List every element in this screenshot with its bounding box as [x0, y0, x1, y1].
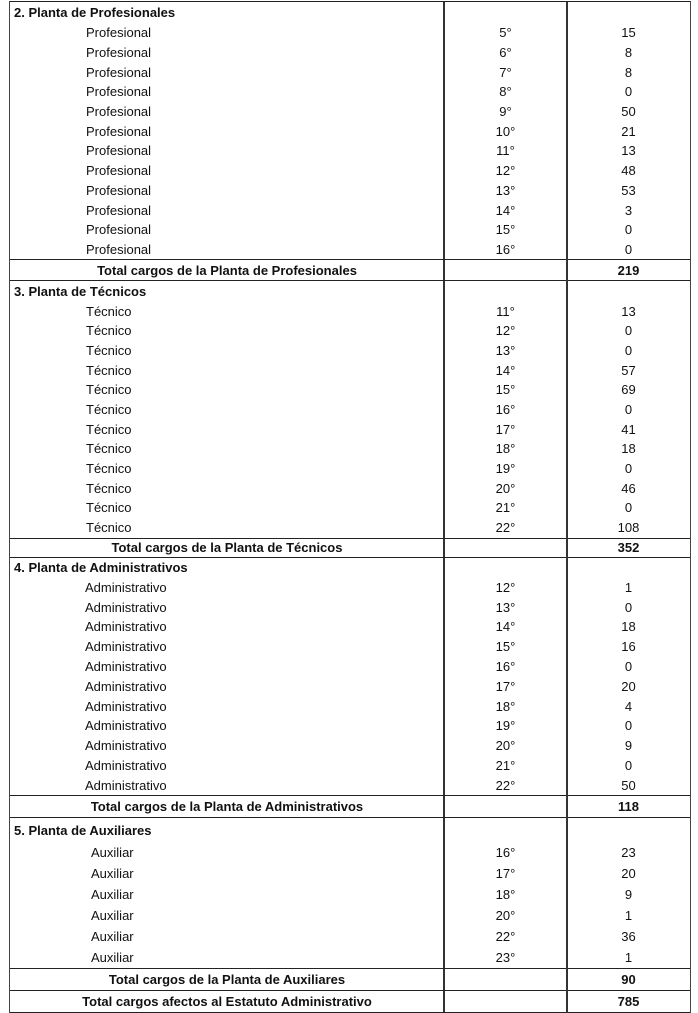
role-label: Auxiliar: [91, 887, 134, 903]
grade-cell: 7°: [499, 64, 512, 80]
role-label: Administrativo: [85, 718, 167, 734]
count-cell: 9: [624, 738, 633, 754]
grade-cell: 17°: [495, 421, 516, 437]
table-row: [10, 23, 690, 43]
grade-cell: 16°: [495, 845, 516, 861]
role-label: Profesional: [86, 222, 152, 238]
count-cell: 53: [621, 182, 636, 198]
count-cell: 13: [621, 303, 636, 319]
count-cell: 20: [621, 678, 636, 694]
role-label: Técnico: [86, 323, 132, 339]
count-cell: 0: [624, 758, 633, 774]
grade-cell: 10°: [495, 123, 516, 139]
count-cell: 8: [624, 64, 633, 80]
table-row: [10, 756, 690, 776]
count-cell: 48: [621, 163, 636, 179]
role-label: Administrativo: [85, 659, 167, 675]
table-row: [10, 947, 690, 968]
role-label: Técnico: [86, 362, 132, 378]
section-title: 5. Planta de Auxiliares: [14, 822, 152, 838]
grade-cell: 17°: [495, 866, 516, 882]
section-total-label: Total cargos de la Planta de Administrativos: [90, 799, 364, 815]
grade-cell: 16°: [495, 659, 516, 675]
count-cell: 9: [624, 887, 633, 903]
table-row: [10, 578, 690, 598]
table-row: [10, 842, 690, 863]
role-label: Técnico: [86, 421, 132, 437]
table-row: [10, 459, 690, 479]
count-cell: 4: [624, 698, 633, 714]
count-cell: 0: [624, 241, 633, 257]
table-row: [10, 141, 690, 161]
role-label: Profesional: [86, 163, 152, 179]
grade-cell: 20°: [495, 480, 516, 496]
table-row: [10, 62, 690, 82]
table-row: [10, 696, 690, 716]
table-row: [10, 676, 690, 696]
table-row: [10, 926, 690, 947]
grade-cell: 14°: [495, 202, 516, 218]
grade-cell: 19°: [495, 461, 516, 477]
role-label: Profesional: [86, 104, 152, 120]
section-total-value: 90: [621, 972, 636, 988]
count-cell: 0: [624, 599, 633, 615]
table-row: [10, 419, 690, 439]
grade-cell: 20°: [495, 908, 516, 924]
role-label: Técnico: [86, 303, 132, 319]
role-label: Profesional: [86, 84, 152, 100]
section-total-label: Total cargos de la Planta de Técnicos: [111, 540, 343, 555]
role-label: Técnico: [86, 461, 132, 477]
role-label: Administrativo: [85, 639, 167, 655]
role-label: Profesional: [86, 64, 152, 80]
grade-cell: 18°: [495, 698, 516, 714]
grade-cell: 21°: [495, 758, 516, 774]
section-title: 4. Planta de Administrativos: [14, 560, 188, 575]
count-cell: 15: [621, 25, 636, 41]
table-row: [10, 181, 690, 201]
count-cell: 108: [617, 520, 640, 536]
section-total-label: Total cargos de la Planta de Profesionales: [97, 262, 357, 278]
grade-cell: 16°: [495, 402, 516, 418]
table-row: [10, 518, 690, 538]
role-label: Administrativo: [85, 619, 167, 635]
section-header: [10, 818, 690, 842]
grade-cell: 19°: [495, 718, 516, 734]
count-cell: 36: [621, 929, 636, 945]
role-label: Administrativo: [85, 758, 167, 774]
section-total-row: [10, 538, 690, 558]
table-row: [10, 775, 690, 795]
table-row: [10, 121, 690, 141]
table-row: [10, 439, 690, 459]
role-label: Administrativo: [85, 579, 167, 595]
count-cell: 46: [621, 480, 636, 496]
grand-total-value: 785: [617, 994, 640, 1010]
grade-cell: 12°: [495, 579, 516, 595]
role-label: Auxiliar: [91, 866, 134, 882]
count-cell: 1: [624, 950, 633, 966]
table-row: [10, 82, 690, 102]
grade-cell: 15°: [495, 382, 516, 398]
count-cell: 20: [621, 866, 636, 882]
section-total-value: 219: [617, 262, 640, 278]
grade-cell: 21°: [495, 500, 516, 516]
role-label: Profesional: [86, 143, 152, 159]
table-row: [10, 884, 690, 905]
grade-cell: 12°: [495, 323, 516, 339]
table-row: [10, 301, 690, 321]
grade-cell: 18°: [495, 441, 516, 457]
role-label: Auxiliar: [91, 950, 134, 966]
role-label: Administrativo: [85, 738, 167, 754]
role-label: Profesional: [86, 25, 152, 41]
table-row: [10, 716, 690, 736]
role-label: Profesional: [86, 123, 152, 139]
count-cell: 1: [624, 908, 633, 924]
section-total-row: [10, 968, 690, 991]
grade-cell: 9°: [499, 104, 512, 120]
grade-cell: 13°: [495, 182, 516, 198]
grade-cell: 11°: [496, 303, 515, 319]
grade-cell: 16°: [495, 241, 516, 257]
grade-cell: 15°: [495, 222, 516, 238]
role-label: Técnico: [86, 342, 132, 358]
table-row: [10, 617, 690, 637]
count-cell: 57: [621, 362, 636, 378]
grade-cell: 22°: [495, 929, 516, 945]
count-cell: 1: [624, 579, 633, 595]
table-row: [10, 200, 690, 220]
grand-total-row: [10, 991, 690, 1013]
section-total-label: Total cargos de la Planta de Auxiliares: [108, 972, 346, 988]
grade-cell: 17°: [495, 678, 516, 694]
table-row: [10, 863, 690, 884]
section-total-value: 352: [617, 540, 640, 555]
table-row: [10, 905, 690, 926]
role-label: Administrativo: [85, 777, 167, 793]
section-header: [10, 281, 690, 301]
grade-cell: 12°: [495, 163, 516, 179]
count-cell: 0: [624, 500, 633, 516]
grade-cell: 14°: [495, 619, 516, 635]
grade-cell: 5°: [499, 25, 512, 41]
section-total-row: [10, 259, 690, 281]
role-label: Profesional: [86, 45, 152, 61]
grade-cell: 13°: [495, 342, 516, 358]
section-total-value: 118: [618, 799, 639, 815]
grade-cell: 18°: [495, 887, 516, 903]
role-label: Administrativo: [85, 698, 167, 714]
section-header: [10, 558, 690, 578]
count-cell: 0: [624, 718, 633, 734]
count-cell: 50: [621, 777, 636, 793]
table-row: [10, 240, 690, 260]
role-label: Técnico: [86, 520, 132, 536]
count-cell: 21: [621, 123, 636, 139]
role-label: Profesional: [86, 202, 152, 218]
grade-cell: 13°: [495, 599, 516, 615]
role-label: Auxiliar: [91, 929, 134, 945]
role-label: Técnico: [86, 500, 132, 516]
table-row: [10, 102, 690, 122]
table-row: [10, 637, 690, 657]
table-row: [10, 321, 690, 341]
count-cell: 18: [621, 441, 636, 457]
count-cell: 16: [621, 639, 636, 655]
grade-cell: 22°: [495, 520, 516, 536]
role-label: Técnico: [86, 441, 132, 457]
table-row: [10, 380, 690, 400]
role-label: Auxiliar: [91, 845, 134, 861]
table-row: [10, 657, 690, 677]
role-label: Técnico: [86, 402, 132, 418]
count-cell: 0: [624, 402, 633, 418]
table-row: [10, 220, 690, 240]
table-row: [10, 341, 690, 361]
table-row: [10, 161, 690, 181]
grade-cell: 14°: [495, 362, 516, 378]
table-row: [10, 478, 690, 498]
grade-cell: 8°: [499, 84, 512, 100]
count-cell: 0: [624, 659, 633, 675]
role-label: Técnico: [86, 382, 132, 398]
grade-cell: 6°: [499, 45, 512, 61]
table-row: [10, 400, 690, 420]
grand-total-label: Total cargos afectos al Estatuto Administrativo: [82, 994, 372, 1010]
count-cell: 3: [624, 202, 633, 218]
count-cell: 13: [621, 143, 636, 159]
count-cell: 0: [624, 342, 633, 358]
grade-cell: 11°: [496, 143, 515, 159]
count-cell: 50: [621, 104, 636, 120]
count-cell: 23: [621, 845, 636, 861]
staffing-table: [9, 1, 691, 1013]
table-row: [10, 597, 690, 617]
count-cell: 18: [621, 619, 636, 635]
grade-cell: 20°: [495, 738, 516, 754]
count-cell: 8: [624, 45, 633, 61]
table-row: [10, 736, 690, 756]
section-total-row: [10, 795, 690, 818]
table-row: [10, 360, 690, 380]
section-title: 3. Planta de Técnicos: [14, 283, 147, 299]
count-cell: 69: [621, 382, 636, 398]
count-cell: 41: [621, 421, 636, 437]
role-label: Profesional: [86, 182, 152, 198]
grade-cell: 22°: [495, 777, 516, 793]
table-row: [10, 43, 690, 63]
section-title: 2. Planta de Profesionales: [14, 5, 176, 20]
count-cell: 0: [624, 222, 633, 238]
section-header: [10, 2, 690, 23]
grade-cell: 15°: [495, 639, 516, 655]
role-label: Técnico: [86, 480, 132, 496]
count-cell: 0: [624, 323, 633, 339]
count-cell: 0: [624, 461, 633, 477]
count-cell: 0: [624, 84, 633, 100]
role-label: Profesional: [86, 241, 152, 257]
table-row: [10, 498, 690, 518]
role-label: Administrativo: [85, 599, 167, 615]
role-label: Auxiliar: [91, 908, 134, 924]
role-label: Administrativo: [85, 678, 167, 694]
grade-cell: 23°: [495, 950, 516, 966]
